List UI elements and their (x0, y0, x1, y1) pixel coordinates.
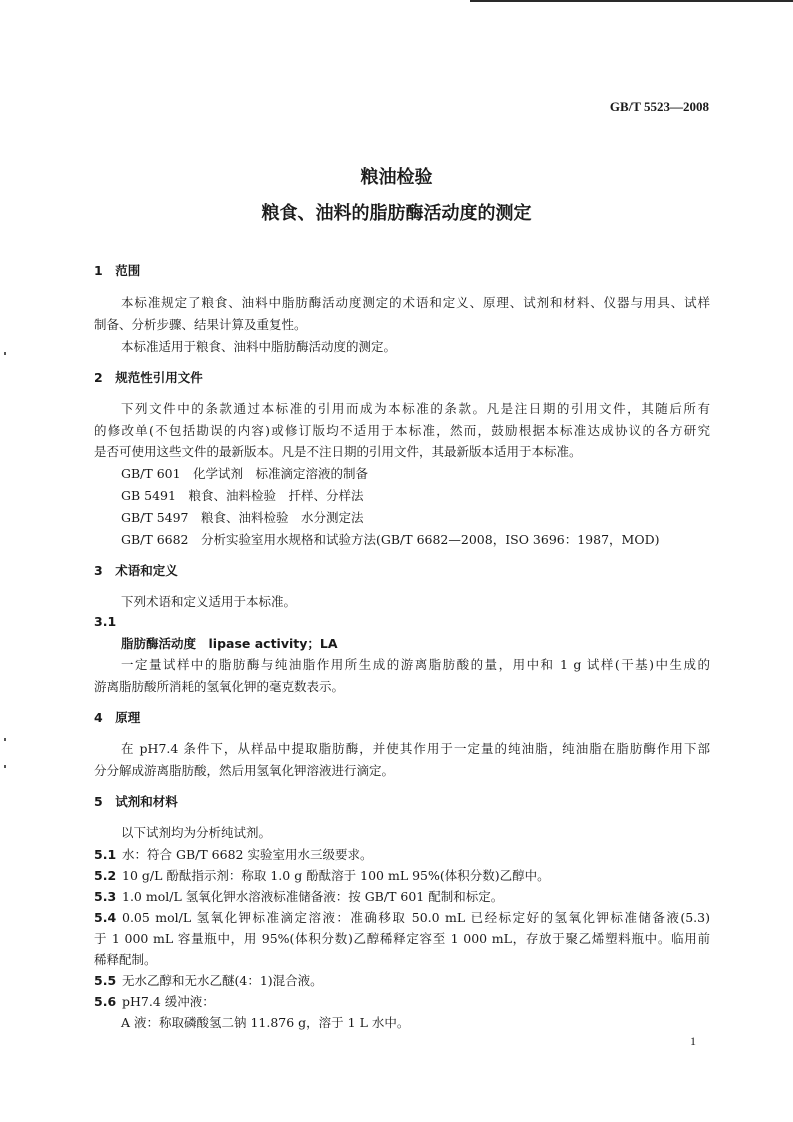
reagent-text: 0.05 mol/L 氢氧化钾标准滴定溶液：准确移取 50.0 mL 已经标定好的氢氧化钾标准储备液(5.3) (122, 910, 710, 925)
reagent-text: 1.0 mol/L 氢氧化钾水溶液标准储备液：按 GB/T 601 配制和标定。 (122, 889, 504, 904)
subsection-3-1-number: 3.1 (94, 614, 117, 629)
reagent-item (94, 992, 215, 1012)
reagent-item (94, 908, 710, 928)
term-definition-line-2: 游离脂肪酸所消耗的氢氧化钾的毫克数表示。 (94, 679, 345, 694)
buffer-solution-a: A 液：称取磷酸氢二钠 11.876 g，溶于 1 L 水中。 (121, 1015, 410, 1030)
section-2-para-line-1: 下列文件中的条款通过本标准的引用而成为本标准的条款。凡是注日期的引用文件，其随后所有 (121, 401, 710, 416)
section-1-heading: 1 范围 (94, 263, 141, 278)
reagent-item (94, 887, 503, 907)
reagent-number: 5.6 (94, 994, 117, 1009)
section-1-para-2: 本标准适用于粮食、油料中脂肪酶活动度的测定。 (121, 339, 397, 354)
standard-code: GB/T 5523—2008 (609, 99, 709, 114)
reagent-number: 5.3 (94, 889, 117, 904)
section-2-para-line-3: 是否可使用这些文件的最新版本。凡是不注日期的引用文件，其最新版本适用于本标准。 (94, 444, 582, 459)
reagent-number: 5.4 (94, 910, 117, 925)
reference-item: GB/T 6682 分析实验室用水规格和试验方法(GB/T 6682—2008，ISO 3696：1987，MOD) (121, 532, 660, 547)
reagent-text: pH7.4 缓冲液： (122, 994, 215, 1009)
scan-speck (4, 765, 6, 768)
reference-item: GB 5491 粮食、油料检验 扦样、分样法 (121, 488, 364, 503)
section-1-para-1-line-1: 本标准规定了粮食、油料中脂肪酶活动度测定的术语和定义、原理、试剂和材料、仪器与用具、试样 (121, 295, 710, 310)
reagent-number: 5.1 (94, 847, 117, 862)
reference-item: GB/T 5497 粮食、油料检验 水分测定法 (121, 510, 364, 525)
reagent-text: 水：符合 GB/T 6682 实验室用水三级要求。 (122, 847, 373, 862)
document-title-main: 粮油检验 (360, 167, 433, 188)
section-2-para-line-2: 的修改单(不包括勘误的内容)或修订版均不适用于本标准，然而，鼓励根据本标准达成协议的各方研究 (94, 423, 710, 438)
reagent-item (94, 971, 323, 991)
section-2-heading: 2 规范性引用文件 (94, 370, 203, 385)
reagent-item-continuation: 于 1 000 mL 容量瓶中，用 95%(体积分数)乙醇稀释定容至 1 000 mL，存放于聚乙烯塑料瓶中。临用前 (94, 931, 710, 946)
section-4-heading: 4 原理 (94, 710, 141, 725)
reagent-text: 无水乙醇和无水乙醚(4：1)混合液。 (122, 973, 323, 988)
section-4-para-line-1: 在 pH7.4 条件下，从样品中提取脂肪酶，并使其作用于一定量的纯油脂，纯油脂在脂肪酶作用下部 (121, 741, 710, 756)
term-definition-line-1: 一定量试样中的脂肪酶与纯油脂作用所生成的游离脂肪酸的量，用中和 1 g 试样(干基)中生成的 (121, 657, 710, 672)
section-3-intro: 下列术语和定义适用于本标准。 (121, 594, 297, 609)
term-entry: 脂肪酶活动度 lipase activity；LA (121, 636, 338, 651)
reagent-item (94, 845, 372, 865)
document-title-sub: 粮食、油料的脂肪酶活动度的测定 (261, 203, 532, 224)
section-5-intro: 以下试剂均为分析纯试剂。 (121, 825, 272, 840)
reagent-text: 10 g/L 酚酞指示剂：称取 1.0 g 酚酞溶于 100 mL 95%(体积分数)乙醇中。 (122, 868, 550, 883)
section-3-heading: 3 术语和定义 (94, 563, 178, 578)
reference-item: GB/T 601 化学试剂 标准滴定溶液的制备 (121, 466, 369, 481)
reagent-number: 5.5 (94, 973, 117, 988)
top-edge-rule (470, 0, 793, 2)
reagent-number: 5.2 (94, 868, 117, 883)
page-number: 1 (690, 1034, 696, 1048)
section-5-heading: 5 试剂和材料 (94, 794, 178, 809)
section-1-para-1-line-2: 制备、分析步骤、结果计算及重复性。 (94, 317, 307, 332)
reagent-item-continuation: 稀释配制。 (94, 952, 157, 967)
reagent-item (94, 866, 550, 886)
scan-speck (4, 352, 6, 355)
scan-speck (4, 738, 6, 741)
section-4-para-line-2: 分分解成游离脂肪酸，然后用氢氧化钾溶液进行滴定。 (94, 763, 395, 778)
